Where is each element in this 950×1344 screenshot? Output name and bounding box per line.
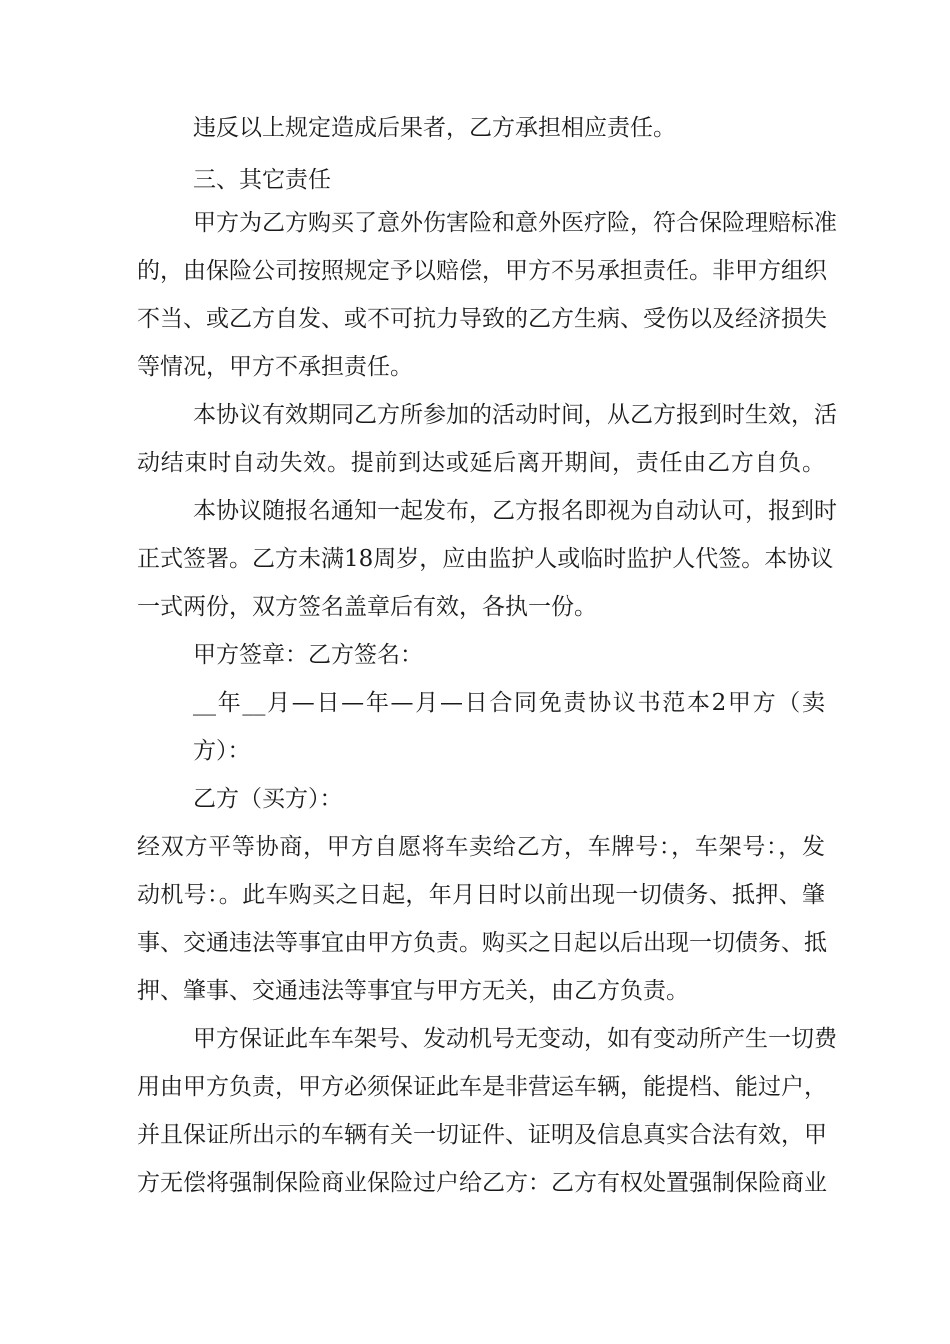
text-line: 一式两份，双方签名盖章后有效，各执一份。: [137, 594, 597, 620]
text-line: 违反以上规定造成后果者，乙方承担相应责任。: [193, 115, 676, 141]
date-title-line: __年__月—日—年—月—日合同免责协议书范本2甲方（卖: [193, 690, 825, 716]
text-line: 事、交通违法等事宜由甲方负责。购买之日起以后出现一切债务、抵: [137, 930, 827, 956]
signature-line: 甲方签章：乙方签名：: [193, 642, 423, 668]
text-line: 用由甲方负责，甲方必须保证此车是非营运车辆，能提档、能过户，: [137, 1074, 827, 1100]
text-line: 经双方平等协商，甲方自愿将车卖给乙方，车牌号：，车架号：，发: [137, 834, 825, 860]
text-line: 本协议有效期同乙方所参加的活动时间，从乙方报到时生效，活: [193, 402, 837, 428]
text-line: 方无偿将强制保险商业保险过户给乙方：乙方有权处置强制保险商业: [137, 1170, 827, 1196]
text-line: 押、肇事、交通违法等事宜与甲方无关，由乙方负责。: [137, 978, 689, 1004]
text-line: 甲方保证此车车架号、发动机号无变动，如有变动所产生一切费: [193, 1026, 837, 1052]
text-line: 本协议随报名通知一起发布，乙方报名即视为自动认可，报到时: [193, 498, 837, 524]
text-line: 等情况，甲方不承担责任。: [137, 354, 413, 380]
text-line: 动机号：。此车购买之日起，年月日时以前出现一切债务、抵押、肇: [137, 882, 825, 908]
section-heading: 三、其它责任: [193, 167, 331, 193]
text-line: 的，由保险公司按照规定予以赔偿，甲方不另承担责任。非甲方组织: [137, 258, 827, 284]
text-line: 正式签署。乙方未满18周岁，应由监护人或临时监护人代签。本协议: [137, 546, 834, 572]
text-line: 甲方为乙方购买了意外伤害险和意外医疗险，符合保险理赔标准: [193, 210, 837, 236]
text-line: 不当、或乙方自发、或不可抗力导致的乙方生病、受伤以及经济损失: [137, 306, 827, 332]
text-line: 动结束时自动失效。提前到达或延后离开期间，责任由乙方自负。: [137, 450, 825, 476]
party-a-line: 方）：: [193, 738, 251, 764]
party-b-line: 乙方（买方）：: [193, 786, 343, 812]
text-line: 并且保证所出示的车辆有关一切证件、证明及信息真实合法有效，甲: [137, 1122, 827, 1148]
